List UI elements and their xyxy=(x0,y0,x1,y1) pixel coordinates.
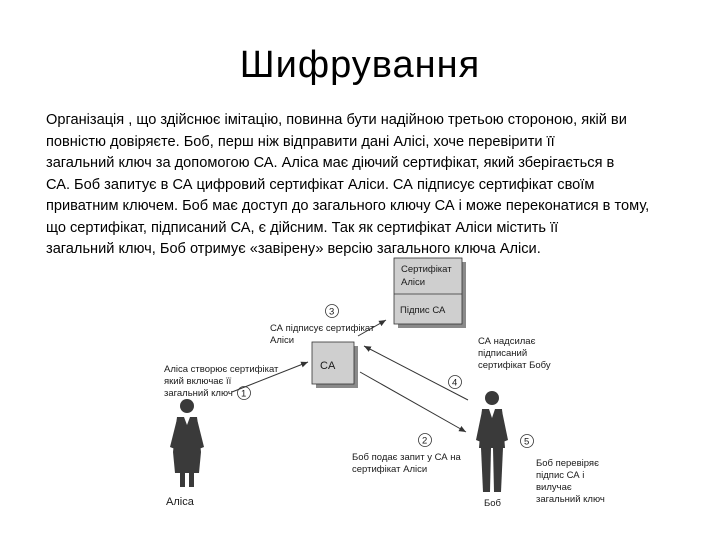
certificate-owner: Аліси xyxy=(401,277,426,288)
paragraph-line: приватним ключем. Боб має доступ до загального ключу СА і може переконатися в тому, xyxy=(46,198,650,214)
alice-figure xyxy=(170,399,204,487)
ca-label: CA xyxy=(320,360,336,372)
step-2-line: Боб подає запит у СА на xyxy=(352,452,461,463)
step-1-marker xyxy=(238,387,251,400)
step-4-marker xyxy=(449,376,462,389)
step-2-marker xyxy=(419,434,432,447)
step-4-caption xyxy=(478,336,551,371)
bob-figure xyxy=(476,391,508,492)
step-2-line: сертифікат Аліси xyxy=(352,464,428,475)
alice-name: Аліса xyxy=(166,496,194,508)
step-5-caption xyxy=(536,458,605,505)
step-5-marker xyxy=(521,435,534,448)
step-3-marker xyxy=(326,305,339,318)
slide-title: Шифрування xyxy=(239,44,481,86)
step-4-line: сертифікат Бобу xyxy=(478,360,551,371)
paragraph-line: загальний ключ за допомогою СА. Аліса має діючий сертифікат, який зберігається в xyxy=(46,155,615,171)
paragraph-line: Організація , що здійснює імітацію, повинна бути надійною третьою стороною, якій ви xyxy=(46,112,627,128)
step-1-line: Аліса створює сертифікат xyxy=(164,364,279,375)
step-5-line: загальний ключ xyxy=(536,494,605,505)
step-5-line: Боб перевіряє xyxy=(536,458,599,469)
arrow-bob-to-ca xyxy=(364,346,468,400)
step-3-line: СА підписує сертифікат xyxy=(270,323,375,334)
arrow-ca-to-bob xyxy=(360,372,466,432)
paragraph-line: загальний ключ, Боб отримує «завірену» версію загального ключа Аліси. xyxy=(46,241,541,257)
step-2-caption xyxy=(352,452,461,475)
step-5-number: 5 xyxy=(524,436,530,448)
ca-box xyxy=(312,342,358,388)
step-1-number: 1 xyxy=(241,388,247,400)
certificate-title: Сертифікат xyxy=(401,264,452,275)
step-5-line: підпис СА і xyxy=(536,470,585,481)
step-3-number: 3 xyxy=(329,306,335,318)
step-5-line: вилучає xyxy=(536,482,572,493)
step-4-line: підписаний xyxy=(478,348,528,359)
step-2-number: 2 xyxy=(422,435,428,447)
paragraph-line: що сертифікат, підписаний СА, є дійсним. Так як сертифікат Аліси містить її xyxy=(46,219,559,236)
step-3-line: Аліси xyxy=(270,335,295,346)
step-1-caption xyxy=(164,364,279,399)
step-4-number: 4 xyxy=(452,377,458,389)
certificate-box xyxy=(394,258,466,328)
paragraph-line: повністю довіряєте. Боб, перш ніж відправити дані Алісі, хоче перевірити її xyxy=(46,133,555,150)
step-4-line: СА надсилає xyxy=(478,336,536,347)
bob-name: Боб xyxy=(484,498,501,509)
step-1-line: який включає її xyxy=(164,376,232,387)
step-1-line: загальний ключ xyxy=(164,388,233,399)
paragraph-line: СА. Боб запитує в СА цифровий сертифікат Аліси. СА підписує сертифікат своїм xyxy=(46,176,595,193)
certificate-signature: Підпис СА xyxy=(400,305,446,316)
